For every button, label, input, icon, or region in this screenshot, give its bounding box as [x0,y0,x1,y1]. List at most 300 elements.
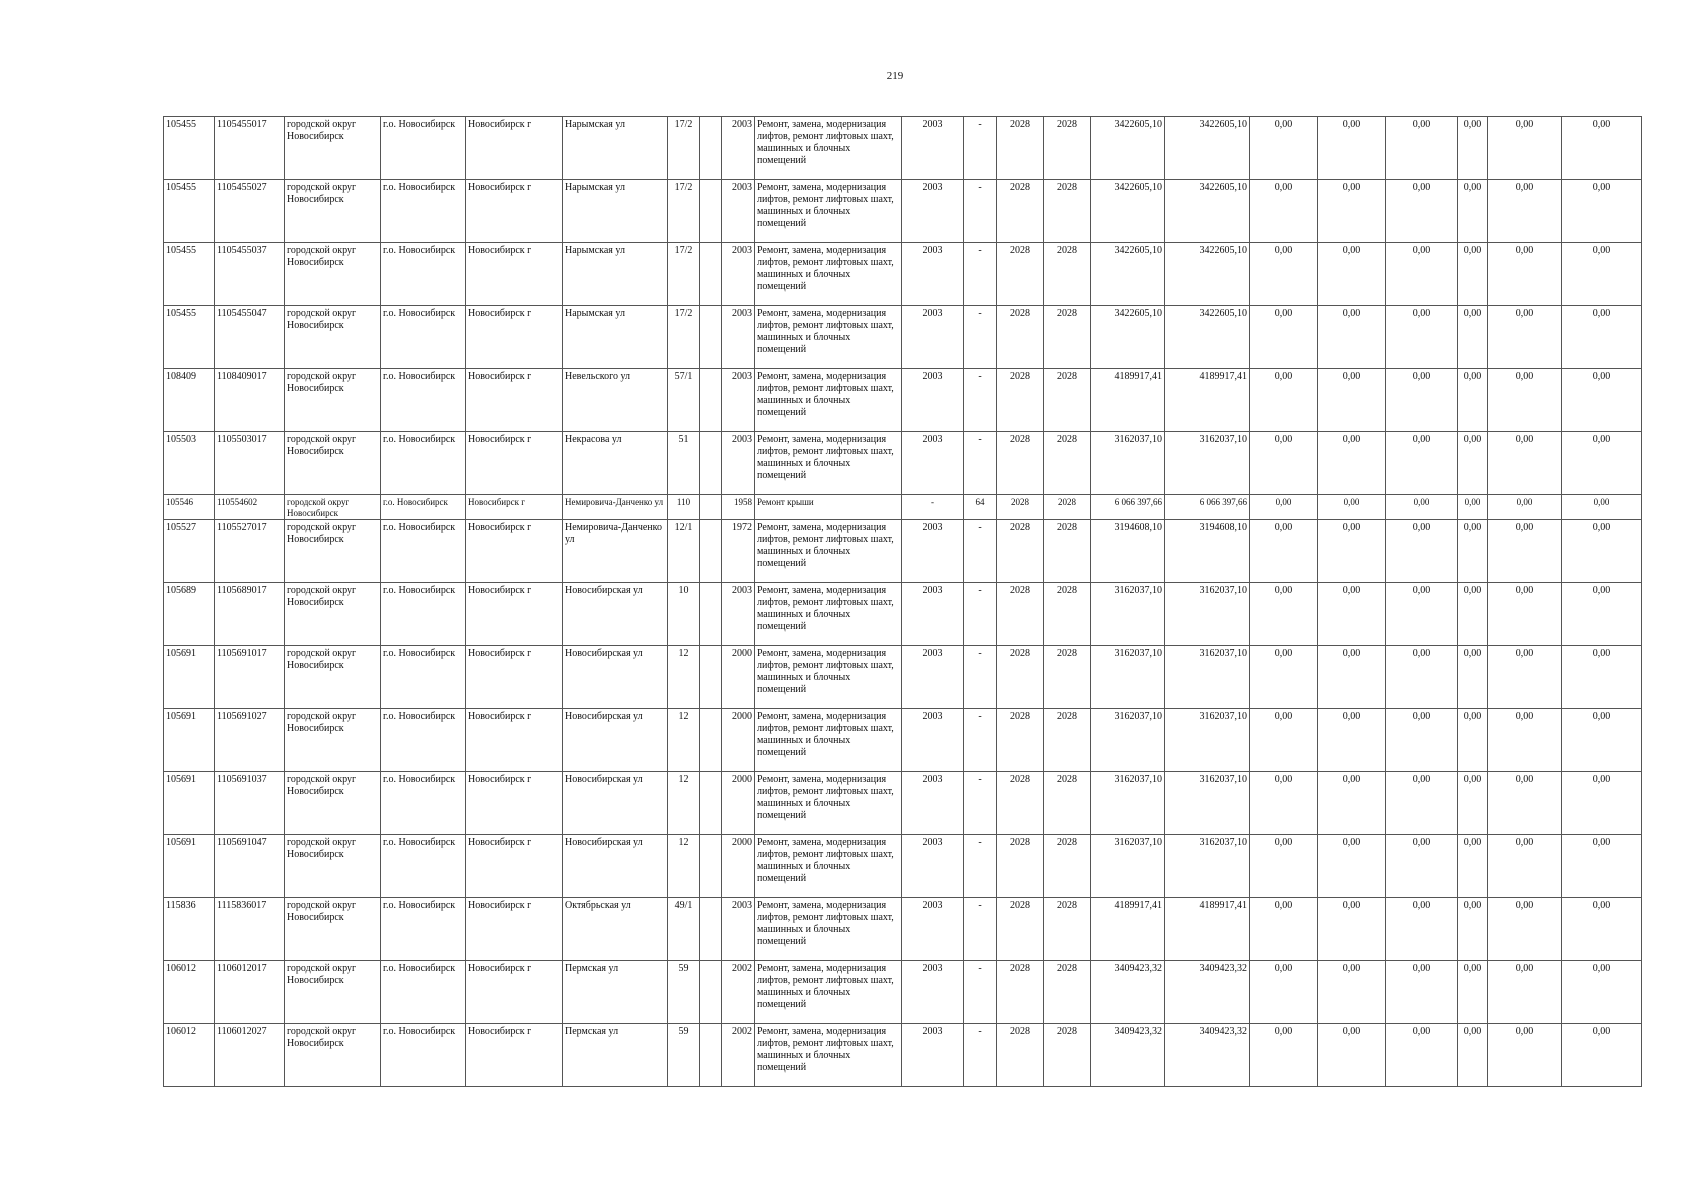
cell-value-3-cell: 0,00 [1386,583,1458,646]
house-number-cell: 12 [668,709,700,772]
plan-start-year-cell: 2028 [997,583,1044,646]
district-cell: городской округ Новосибирск [285,520,381,583]
total-cost-cell: 3162037,10 [1091,772,1165,835]
cell-value-4-cell: 0,00 [1458,772,1488,835]
cell-value-5-cell: 0,00 [1488,961,1562,1024]
cell-value-2-cell: 0,00 [1318,306,1386,369]
building-number-cell [700,369,722,432]
cell-value-2-cell: 0,00 [1318,835,1386,898]
cell-value-6-cell: 0,00 [1562,520,1642,583]
cell-value-3-cell: 0,00 [1386,306,1458,369]
cell-value-6-cell: 0,00 [1562,583,1642,646]
commission-year-cell: 2003 [722,898,755,961]
locality-cell: Новосибирск г [466,495,563,520]
locality-cell: Новосибирск г [466,180,563,243]
roof-area-cell: - [964,117,997,180]
street-cell: Нарымская ул [563,306,668,369]
work-type-cell: Ремонт, замена, модернизация лифтов, ремонт лифтовых шахт, машинных и блочных помещений [755,180,902,243]
cell-value-5-cell: 0,00 [1488,646,1562,709]
plan-start-year-cell: 2028 [997,961,1044,1024]
commission-year-cell: 2003 [722,306,755,369]
last-repair-year-cell: 2003 [902,772,964,835]
house-number-cell: 17/2 [668,243,700,306]
cell-value-2-cell: 0,00 [1318,898,1386,961]
cell-value-6-cell: 0,00 [1562,961,1642,1024]
last-repair-year-cell: - [902,495,964,520]
cell-value-4-cell: 0,00 [1458,495,1488,520]
district-cell: городской округ Новосибирск [285,772,381,835]
table-row [164,583,1642,646]
total-cost-cell: 4189917,41 [1091,898,1165,961]
roof-area-cell: - [964,898,997,961]
cell-value-5-cell: 0,00 [1488,243,1562,306]
plan-start-year-cell: 2028 [997,180,1044,243]
cell-value-3-cell: 0,00 [1386,432,1458,495]
plan-start-year-cell: 2028 [997,243,1044,306]
cell-value-2-cell: 0,00 [1318,180,1386,243]
total-cost-cell: 3162037,10 [1091,709,1165,772]
house-number-cell: 17/2 [668,306,700,369]
table-row [164,646,1642,709]
cell-value-6-cell: 0,00 [1562,117,1642,180]
house-number-cell: 110 [668,495,700,520]
cell-value-2-cell: 0,00 [1318,432,1386,495]
plan-start-year-cell: 2028 [997,1024,1044,1087]
roof-area-cell: - [964,1024,997,1087]
municipality-cell: г.о. Новосибирск [381,1024,466,1087]
work-type-cell: Ремонт, замена, модернизация лифтов, ремонт лифтовых шахт, машинных и блочных помещений [755,520,902,583]
cell-value-6-cell: 0,00 [1562,709,1642,772]
fund-cost-cell: 3162037,10 [1165,835,1250,898]
plan-start-year-cell: 2028 [997,369,1044,432]
plan-end-year-cell: 2028 [1044,835,1091,898]
fund-cost-cell: 4189917,41 [1165,369,1250,432]
work-type-cell: Ремонт, замена, модернизация лифтов, ремонт лифтовых шахт, машинных и блочных помещений [755,772,902,835]
cell-value-6-cell: 0,00 [1562,646,1642,709]
building-number-cell [700,180,722,243]
cell-value-4-cell: 0,00 [1458,835,1488,898]
system-code-cell: 1105689017 [215,583,285,646]
total-cost-cell: 3162037,10 [1091,432,1165,495]
fund-cost-cell: 3409423,32 [1165,961,1250,1024]
cell-value-3-cell: 0,00 [1386,1024,1458,1087]
locality-cell: Новосибирск г [466,898,563,961]
street-cell: Нарымская ул [563,243,668,306]
district-cell: городской округ Новосибирск [285,306,381,369]
house-number-cell: 12 [668,646,700,709]
table-row [164,772,1642,835]
plan-end-year-cell: 2028 [1044,180,1091,243]
work-type-cell: Ремонт, замена, модернизация лифтов, ремонт лифтовых шахт, машинных и блочных помещений [755,432,902,495]
municipality-cell: г.о. Новосибирск [381,180,466,243]
last-repair-year-cell: 2003 [902,646,964,709]
last-repair-year-cell: 2003 [902,1024,964,1087]
municipality-cell: г.о. Новосибирск [381,961,466,1024]
municipality-cell: г.о. Новосибирск [381,243,466,306]
total-cost-cell: 3409423,32 [1091,1024,1165,1087]
commission-year-cell: 2000 [722,709,755,772]
locality-cell: Новосибирск г [466,646,563,709]
object-id-cell: 105691 [164,772,215,835]
street-cell: Новосибирская ул [563,583,668,646]
table-row [164,495,1642,520]
street-cell: Пермская ул [563,961,668,1024]
district-cell: городской округ Новосибирск [285,495,381,520]
fund-cost-cell: 3162037,10 [1165,583,1250,646]
cell-value-5-cell: 0,00 [1488,583,1562,646]
system-code-cell: 1105455027 [215,180,285,243]
municipality-cell: г.о. Новосибирск [381,520,466,583]
cell-value-6-cell: 0,00 [1562,243,1642,306]
roof-area-cell: - [964,961,997,1024]
object-id-cell: 108409 [164,369,215,432]
plan-start-year-cell: 2028 [997,306,1044,369]
cell-value-3-cell: 0,00 [1386,961,1458,1024]
house-number-cell: 12 [668,835,700,898]
commission-year-cell: 2003 [722,117,755,180]
cell-value-5-cell: 0,00 [1488,306,1562,369]
commission-year-cell: 2003 [722,432,755,495]
system-code-cell: 1106012017 [215,961,285,1024]
cell-value-5-cell: 0,00 [1488,369,1562,432]
building-number-cell [700,709,722,772]
plan-start-year-cell: 2028 [997,117,1044,180]
work-type-cell: Ремонт, замена, модернизация лифтов, ремонт лифтовых шахт, машинных и блочных помещений [755,709,902,772]
object-id-cell: 105503 [164,432,215,495]
commission-year-cell: 2003 [722,180,755,243]
commission-year-cell: 2000 [722,772,755,835]
locality-cell: Новосибирск г [466,835,563,898]
commission-year-cell: 2002 [722,961,755,1024]
cell-value-2-cell: 0,00 [1318,646,1386,709]
last-repair-year-cell: 2003 [902,306,964,369]
cell-value-1-cell: 0,00 [1250,709,1318,772]
work-type-cell: Ремонт, замена, модернизация лифтов, ремонт лифтовых шахт, машинных и блочных помещений [755,961,902,1024]
cell-value-1-cell: 0,00 [1250,117,1318,180]
last-repair-year-cell: 2003 [902,243,964,306]
district-cell: городской округ Новосибирск [285,1024,381,1087]
cell-value-6-cell: 0,00 [1562,898,1642,961]
system-code-cell: 1108409017 [215,369,285,432]
cell-value-1-cell: 0,00 [1250,646,1318,709]
system-code-cell: 1115836017 [215,898,285,961]
table-row [164,520,1642,583]
district-cell: городской округ Новосибирск [285,180,381,243]
municipality-cell: г.о. Новосибирск [381,898,466,961]
cell-value-6-cell: 0,00 [1562,495,1642,520]
roof-area-cell: - [964,369,997,432]
work-type-cell: Ремонт, замена, модернизация лифтов, ремонт лифтовых шахт, машинных и блочных помещений [755,369,902,432]
commission-year-cell: 1958 [722,495,755,520]
cell-value-4-cell: 0,00 [1458,432,1488,495]
cell-value-3-cell: 0,00 [1386,520,1458,583]
cell-value-5-cell: 0,00 [1488,898,1562,961]
cell-value-4-cell: 0,00 [1458,1024,1488,1087]
work-type-cell: Ремонт крыши [755,495,902,520]
plan-start-year-cell: 2028 [997,898,1044,961]
cell-value-3-cell: 0,00 [1386,646,1458,709]
object-id-cell: 105691 [164,709,215,772]
cell-value-3-cell: 0,00 [1386,117,1458,180]
municipality-cell: г.о. Новосибирск [381,369,466,432]
plan-end-year-cell: 2028 [1044,961,1091,1024]
building-number-cell [700,772,722,835]
locality-cell: Новосибирск г [466,1024,563,1087]
object-id-cell: 105455 [164,243,215,306]
table-row [164,243,1642,306]
street-cell: Нарымская ул [563,180,668,243]
last-repair-year-cell: 2003 [902,583,964,646]
cell-value-2-cell: 0,00 [1318,709,1386,772]
table-row [164,1024,1642,1087]
work-type-cell: Ремонт, замена, модернизация лифтов, ремонт лифтовых шахт, машинных и блочных помещений [755,898,902,961]
cell-value-5-cell: 0,00 [1488,520,1562,583]
system-code-cell: 1105455037 [215,243,285,306]
building-number-cell [700,432,722,495]
plan-end-year-cell: 2028 [1044,243,1091,306]
total-cost-cell: 3422605,10 [1091,117,1165,180]
cell-value-5-cell: 0,00 [1488,117,1562,180]
register-body [164,117,1642,1087]
district-cell: городской округ Новосибирск [285,432,381,495]
commission-year-cell: 2002 [722,1024,755,1087]
street-cell: Нарымская ул [563,117,668,180]
page-number: 219 [886,70,904,82]
last-repair-year-cell: 2003 [902,520,964,583]
cell-value-2-cell: 0,00 [1318,369,1386,432]
locality-cell: Новосибирск г [466,772,563,835]
district-cell: городской округ Новосибирск [285,898,381,961]
plan-start-year-cell: 2028 [997,646,1044,709]
cell-value-5-cell: 0,00 [1488,772,1562,835]
plan-end-year-cell: 2028 [1044,1024,1091,1087]
cell-value-6-cell: 0,00 [1562,432,1642,495]
cell-value-4-cell: 0,00 [1458,520,1488,583]
cell-value-2-cell: 0,00 [1318,243,1386,306]
object-id-cell: 105527 [164,520,215,583]
roof-area-cell: - [964,243,997,306]
table-row [164,180,1642,243]
last-repair-year-cell: 2003 [902,117,964,180]
cell-value-4-cell: 0,00 [1458,243,1488,306]
street-cell: Новосибирская ул [563,772,668,835]
table-row [164,432,1642,495]
cell-value-3-cell: 0,00 [1386,180,1458,243]
building-number-cell [700,646,722,709]
house-number-cell: 12/1 [668,520,700,583]
work-type-cell: Ремонт, замена, модернизация лифтов, ремонт лифтовых шахт, машинных и блочных помещений [755,306,902,369]
total-cost-cell: 3162037,10 [1091,835,1165,898]
roof-area-cell: - [964,306,997,369]
last-repair-year-cell: 2003 [902,369,964,432]
house-number-cell: 57/1 [668,369,700,432]
total-cost-cell: 3422605,10 [1091,306,1165,369]
work-type-cell: Ремонт, замена, модернизация лифтов, ремонт лифтовых шахт, машинных и блочных помещений [755,835,902,898]
last-repair-year-cell: 2003 [902,898,964,961]
plan-start-year-cell: 2028 [997,835,1044,898]
plan-end-year-cell: 2028 [1044,117,1091,180]
building-number-cell [700,961,722,1024]
municipality-cell: г.о. Новосибирск [381,583,466,646]
municipality-cell: г.о. Новосибирск [381,646,466,709]
cell-value-6-cell: 0,00 [1562,369,1642,432]
district-cell: городской округ Новосибирск [285,117,381,180]
table-row [164,835,1642,898]
building-number-cell [700,243,722,306]
street-cell: Октябрьская ул [563,898,668,961]
street-cell: Новосибирская ул [563,646,668,709]
roof-area-cell: - [964,709,997,772]
object-id-cell: 105455 [164,117,215,180]
commission-year-cell: 2003 [722,583,755,646]
system-code-cell: 1105527017 [215,520,285,583]
object-id-cell: 105455 [164,180,215,243]
cell-value-3-cell: 0,00 [1386,709,1458,772]
system-code-cell: 1105691047 [215,835,285,898]
locality-cell: Новосибирск г [466,432,563,495]
house-number-cell: 12 [668,772,700,835]
district-cell: городской округ Новосибирск [285,646,381,709]
street-cell: Немировича-Данченко ул [563,520,668,583]
plan-end-year-cell: 2028 [1044,583,1091,646]
table-row [164,369,1642,432]
total-cost-cell: 3409423,32 [1091,961,1165,1024]
fund-cost-cell: 3422605,10 [1165,243,1250,306]
cell-value-1-cell: 0,00 [1250,306,1318,369]
system-code-cell: 1105503017 [215,432,285,495]
cell-value-5-cell: 0,00 [1488,1024,1562,1087]
cell-value-5-cell: 0,00 [1488,835,1562,898]
cell-value-2-cell: 0,00 [1318,961,1386,1024]
cell-value-1-cell: 0,00 [1250,432,1318,495]
street-cell: Новосибирская ул [563,835,668,898]
cell-value-1-cell: 0,00 [1250,180,1318,243]
plan-end-year-cell: 2028 [1044,646,1091,709]
building-number-cell [700,306,722,369]
cell-value-1-cell: 0,00 [1250,961,1318,1024]
cell-value-1-cell: 0,00 [1250,772,1318,835]
cell-value-1-cell: 0,00 [1250,835,1318,898]
roof-area-cell: - [964,646,997,709]
plan-start-year-cell: 2028 [997,432,1044,495]
cell-value-5-cell: 0,00 [1488,180,1562,243]
object-id-cell: 106012 [164,961,215,1024]
municipality-cell: г.о. Новосибирск [381,772,466,835]
building-number-cell [700,117,722,180]
work-type-cell: Ремонт, замена, модернизация лифтов, ремонт лифтовых шахт, машинных и блочных помещений [755,583,902,646]
work-type-cell: Ремонт, замена, модернизация лифтов, ремонт лифтовых шахт, машинных и блочных помещений [755,1024,902,1087]
municipality-cell: г.о. Новосибирск [381,835,466,898]
cell-value-1-cell: 0,00 [1250,1024,1318,1087]
total-cost-cell: 4189917,41 [1091,369,1165,432]
cell-value-4-cell: 0,00 [1458,709,1488,772]
object-id-cell: 105691 [164,646,215,709]
plan-end-year-cell: 2028 [1044,709,1091,772]
cell-value-3-cell: 0,00 [1386,772,1458,835]
roof-area-cell: - [964,772,997,835]
last-repair-year-cell: 2003 [902,961,964,1024]
cell-value-3-cell: 0,00 [1386,495,1458,520]
cell-value-2-cell: 0,00 [1318,520,1386,583]
cell-value-3-cell: 0,00 [1386,243,1458,306]
system-code-cell: 1105691027 [215,709,285,772]
table-row [164,306,1642,369]
roof-area-cell: - [964,583,997,646]
fund-cost-cell: 3194608,10 [1165,520,1250,583]
last-repair-year-cell: 2003 [902,432,964,495]
commission-year-cell: 1972 [722,520,755,583]
commission-year-cell: 2003 [722,243,755,306]
house-number-cell: 59 [668,1024,700,1087]
house-number-cell: 10 [668,583,700,646]
street-cell: Новосибирская ул [563,709,668,772]
cell-value-4-cell: 0,00 [1458,180,1488,243]
work-type-cell: Ремонт, замена, модернизация лифтов, ремонт лифтовых шахт, машинных и блочных помещений [755,243,902,306]
district-cell: городской округ Новосибирск [285,369,381,432]
street-cell: Некрасова ул [563,432,668,495]
commission-year-cell: 2003 [722,369,755,432]
plan-start-year-cell: 2028 [997,772,1044,835]
table-row [164,117,1642,180]
plan-end-year-cell: 2028 [1044,306,1091,369]
register-table [163,116,1642,1087]
locality-cell: Новосибирск г [466,243,563,306]
plan-end-year-cell: 2028 [1044,772,1091,835]
plan-start-year-cell: 2028 [997,495,1044,520]
house-number-cell: 17/2 [668,180,700,243]
building-number-cell [700,898,722,961]
cell-value-1-cell: 0,00 [1250,898,1318,961]
street-cell: Пермская ул [563,1024,668,1087]
system-code-cell: 110554602 [215,495,285,520]
cell-value-1-cell: 0,00 [1250,520,1318,583]
cell-value-3-cell: 0,00 [1386,898,1458,961]
cell-value-2-cell: 0,00 [1318,495,1386,520]
fund-cost-cell: 6 066 397,66 [1165,495,1250,520]
house-number-cell: 17/2 [668,117,700,180]
plan-end-year-cell: 2028 [1044,898,1091,961]
object-id-cell: 105691 [164,835,215,898]
roof-area-cell: 64 [964,495,997,520]
last-repair-year-cell: 2003 [902,709,964,772]
locality-cell: Новосибирск г [466,117,563,180]
fund-cost-cell: 3162037,10 [1165,646,1250,709]
locality-cell: Новосибирск г [466,306,563,369]
cell-value-6-cell: 0,00 [1562,835,1642,898]
total-cost-cell: 3162037,10 [1091,646,1165,709]
house-number-cell: 59 [668,961,700,1024]
street-cell: Немировича-Данченко ул [563,495,668,520]
municipality-cell: г.о. Новосибирск [381,117,466,180]
commission-year-cell: 2000 [722,835,755,898]
total-cost-cell: 3422605,10 [1091,180,1165,243]
locality-cell: Новосибирск г [466,961,563,1024]
cell-value-4-cell: 0,00 [1458,306,1488,369]
cell-value-6-cell: 0,00 [1562,306,1642,369]
building-number-cell [700,835,722,898]
locality-cell: Новосибирск г [466,709,563,772]
cell-value-5-cell: 0,00 [1488,709,1562,772]
system-code-cell: 1105455017 [215,117,285,180]
locality-cell: Новосибирск г [466,369,563,432]
object-id-cell: 105546 [164,495,215,520]
municipality-cell: г.о. Новосибирск [381,306,466,369]
system-code-cell: 1105691037 [215,772,285,835]
fund-cost-cell: 3162037,10 [1165,432,1250,495]
cell-value-4-cell: 0,00 [1458,646,1488,709]
municipality-cell: г.о. Новосибирск [381,709,466,772]
cell-value-5-cell: 0,00 [1488,495,1562,520]
